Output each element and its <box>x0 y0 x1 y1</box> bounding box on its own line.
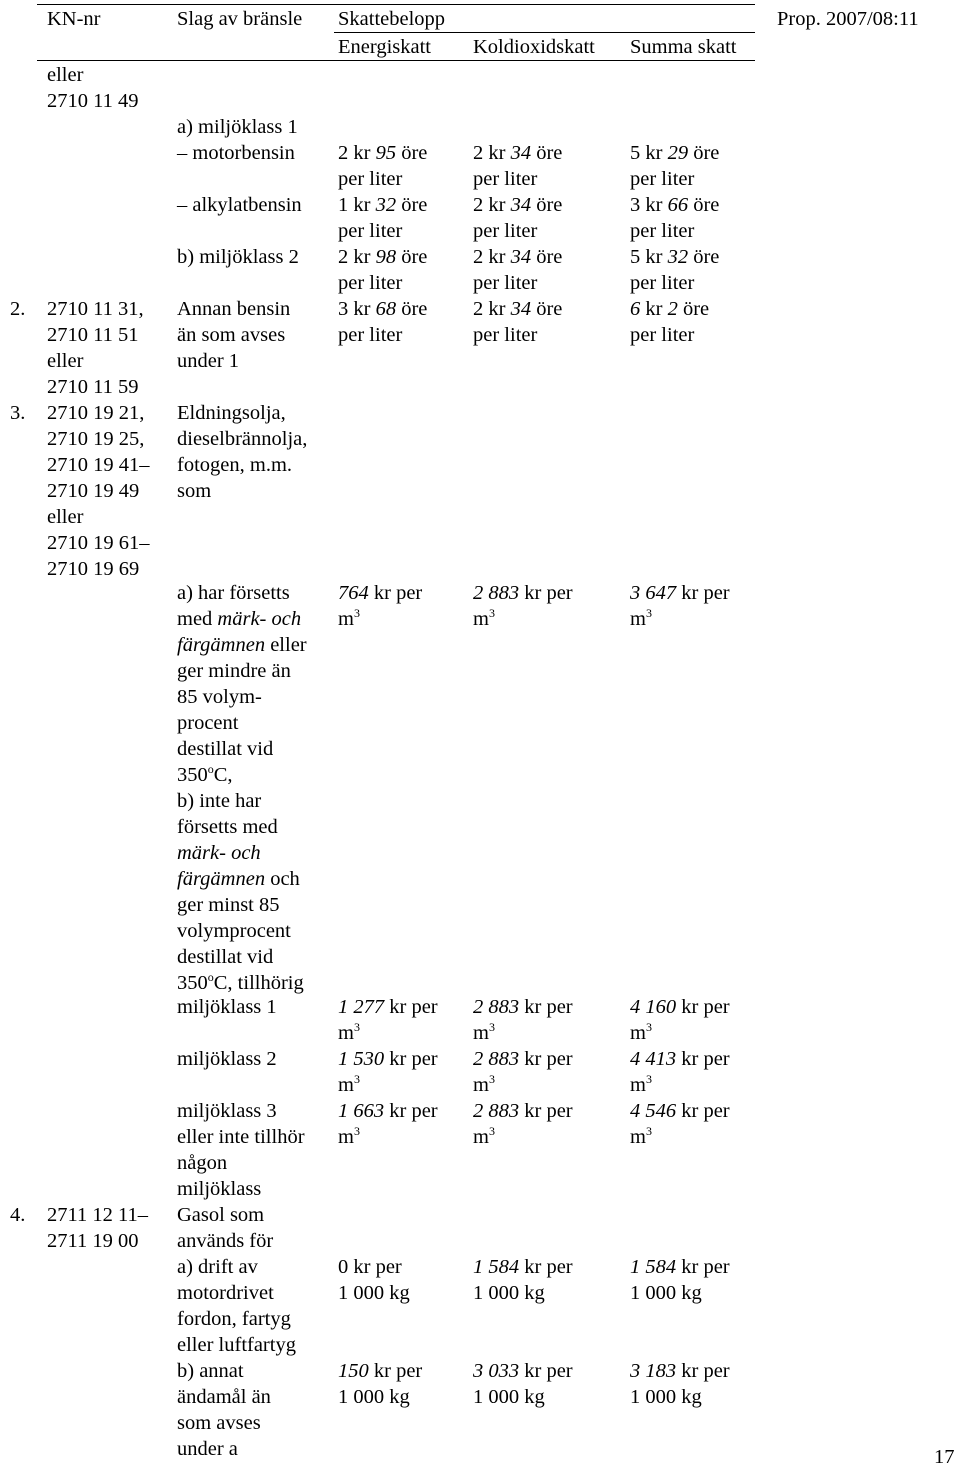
s3-kn-line-6: 2710 19 61– <box>47 532 150 554</box>
s2-kn-line-2: 2710 11 51 <box>47 324 139 346</box>
s3-b-line-2: försetts med <box>177 816 278 838</box>
s3-mk1-summa-unit: $m^3$ <box>630 1020 652 1044</box>
s1-alkylat-energi-unit: per liter <box>338 220 403 242</box>
s4-b-line-1: b) annat <box>177 1360 244 1382</box>
s2-slag-line-3: under 1 <box>177 350 240 372</box>
s3-slag-line-3: fotogen, m.m. <box>177 454 293 476</box>
s1-alkylat-co2: 2 kr 34 öre <box>473 194 563 216</box>
s3-a-line-3: färgämnen eller <box>177 634 307 656</box>
s1-alkylatbensin-label: – alkylatbensin <box>177 194 302 216</box>
s1-kn-line-2: 2710 11 49 <box>47 90 139 112</box>
s2-co2-unit: per liter <box>473 324 538 346</box>
s1-mk2-co2-unit: per liter <box>473 272 538 294</box>
s3-mk3-energi-unit: $m^3$ <box>338 1124 360 1148</box>
page-number: 17 <box>934 1446 955 1468</box>
s3-a-line-8: 350$^o$C, <box>177 762 233 786</box>
s3-mk3-label-1: miljöklass 3 <box>177 1100 277 1122</box>
s3-mk2-co2: 2 883 kr per <box>473 1048 573 1070</box>
s1-mk2-energi: 2 kr 98 öre <box>338 246 428 268</box>
s3-a-co2-unit: $m^3$ <box>473 606 495 630</box>
s3-a-line-5: 85 volym- <box>177 686 262 708</box>
header-summa-skatt: Summa skatt <box>630 36 737 58</box>
s4-a-summa: 1 584 kr per <box>630 1256 730 1278</box>
s1-a-label: a) miljöklass 1 <box>177 116 298 138</box>
s2-summa: 6 kr 2 öre <box>630 298 710 320</box>
s3-number: 3. <box>10 402 26 424</box>
s2-slag-line-2: än som avses <box>177 324 286 346</box>
s4-a-line-4: eller luftfartyg <box>177 1334 296 1356</box>
s3-mk2-co2-unit: $m^3$ <box>473 1072 495 1096</box>
s4-b-co2: 3 033 kr per <box>473 1360 573 1382</box>
s1-alkylat-summa: 3 kr 66 öre <box>630 194 720 216</box>
s4-number: 4. <box>10 1204 26 1226</box>
s1-alkylat-energi: 1 kr 32 öre <box>338 194 428 216</box>
header-rule-mid <box>334 32 755 33</box>
s1-alkylat-co2-unit: per liter <box>473 220 538 242</box>
header-skattebelopp: Skattebelopp <box>338 8 446 30</box>
s3-a-co2: 2 883 kr per <box>473 582 573 604</box>
s1-motorbensin-co2-unit: per liter <box>473 168 538 190</box>
s3-mk1-summa: 4 160 kr per <box>630 996 730 1018</box>
s3-mk1-co2: 2 883 kr per <box>473 996 573 1018</box>
s3-kn-line-7: 2710 19 69 <box>47 558 140 580</box>
s2-slag-line-1: Annan bensin <box>177 298 291 320</box>
s3-mk3-summa: 4 546 kr per <box>630 1100 730 1122</box>
s3-mk3-co2: 2 883 kr per <box>473 1100 573 1122</box>
s4-b-summa: 3 183 kr per <box>630 1360 730 1382</box>
s3-mk3-co2-unit: $m^3$ <box>473 1124 495 1148</box>
s3-mk1-energi-unit: $m^3$ <box>338 1020 360 1044</box>
s1-motorbensin-label: – motorbensin <box>177 142 295 164</box>
s3-b-line-8: 350$^o$C, tillhörig <box>177 970 304 994</box>
s4-b-co2-unit: 1 000 kg <box>473 1386 545 1408</box>
s2-co2: 2 kr 34 öre <box>473 298 563 320</box>
s4-a-line-3: fordon, fartyg <box>177 1308 291 1330</box>
s3-b-line-4: färgämnen och <box>177 868 300 890</box>
s3-b-line-1: b) inte har <box>177 790 262 812</box>
s4-a-line-2: motordrivet <box>177 1282 274 1304</box>
s3-a-summa: 3 647 kr per <box>630 582 730 604</box>
s1-mk2-co2: 2 kr 34 öre <box>473 246 563 268</box>
s4-slag-line-2: används för <box>177 1230 274 1252</box>
s3-mk2-energi: 1 530 kr per <box>338 1048 438 1070</box>
header-rule-bottom <box>37 60 755 61</box>
s3-slag-line-4: som <box>177 480 212 502</box>
s3-kn-line-5: eller <box>47 506 84 528</box>
s1-mk2-summa-unit: per liter <box>630 272 695 294</box>
s4-kn-line-1: 2711 12 11– <box>47 1204 148 1226</box>
s3-mk3-energi: 1 663 kr per <box>338 1100 438 1122</box>
s3-mk3-label-2: eller inte tillhör <box>177 1126 305 1148</box>
s2-kn-line-3: eller <box>47 350 84 372</box>
s3-slag-line-1: Eldningsolja, <box>177 402 286 424</box>
s4-a-energi: 0 kr per <box>338 1256 402 1278</box>
s3-mk3-summa-unit: $m^3$ <box>630 1124 652 1148</box>
s4-a-co2: 1 584 kr per <box>473 1256 573 1278</box>
s3-b-line-7: destillat vid <box>177 946 274 968</box>
s1-kn-line-1: eller <box>47 64 84 86</box>
s4-a-co2-unit: 1 000 kg <box>473 1282 545 1304</box>
s1-mk2-summa: 5 kr 32 öre <box>630 246 720 268</box>
s2-energi-unit: per liter <box>338 324 403 346</box>
s3-slag-line-2: dieselbrännolja, <box>177 428 308 450</box>
s2-energi: 3 kr 68 öre <box>338 298 428 320</box>
s4-b-line-3: som avses <box>177 1412 261 1434</box>
s3-a-line-1: a) har försetts <box>177 582 290 604</box>
header-energiskatt: Energiskatt <box>338 36 431 58</box>
s3-kn-line-2: 2710 19 25, <box>47 428 145 450</box>
s3-mk3-label-3: någon <box>177 1152 228 1174</box>
s4-b-energi: 150 kr per <box>338 1360 423 1382</box>
s3-a-energi-unit: $m^3$ <box>338 606 360 630</box>
s4-a-line-1: a) drift av <box>177 1256 258 1278</box>
s3-a-summa-unit: $m^3$ <box>630 606 652 630</box>
s4-b-energi-unit: 1 000 kg <box>338 1386 410 1408</box>
s3-a-line-7: destillat vid <box>177 738 274 760</box>
s2-number: 2. <box>10 298 26 320</box>
s3-kn-line-4: 2710 19 49 <box>47 480 140 502</box>
s4-b-line-2: ändamål än <box>177 1386 271 1408</box>
s1-motorbensin-energi-unit: per liter <box>338 168 403 190</box>
s3-mk2-summa-unit: $m^3$ <box>630 1072 652 1096</box>
s3-kn-line-1: 2710 19 21, <box>47 402 145 424</box>
s3-mk2-label: miljöklass 2 <box>177 1048 277 1070</box>
s1-motorbensin-summa: 5 kr 29 öre <box>630 142 720 164</box>
header-koldioxidskatt: Koldioxidskatt <box>473 36 595 58</box>
s3-b-line-5: ger minst 85 <box>177 894 280 916</box>
s1-motorbensin-energi: 2 kr 95 öre <box>338 142 428 164</box>
s3-mk2-summa: 4 413 kr per <box>630 1048 730 1070</box>
s1-mk2-energi-unit: per liter <box>338 272 403 294</box>
s4-b-summa-unit: 1 000 kg <box>630 1386 702 1408</box>
s3-b-line-3: märk- och <box>177 842 261 864</box>
s4-kn-line-2: 2711 19 00 <box>47 1230 139 1252</box>
s2-summa-unit: per liter <box>630 324 695 346</box>
s3-mk1-co2-unit: $m^3$ <box>473 1020 495 1044</box>
s1-b-label: b) miljöklass 2 <box>177 246 299 268</box>
s1-alkylat-summa-unit: per liter <box>630 220 695 242</box>
s3-a-line-6: procent <box>177 712 239 734</box>
s4-b-line-4: under a <box>177 1438 238 1460</box>
s3-mk1-label: miljöklass 1 <box>177 996 277 1018</box>
s3-mk2-energi-unit: $m^3$ <box>338 1072 360 1096</box>
s1-motorbensin-co2: 2 kr 34 öre <box>473 142 563 164</box>
s3-b-line-6: volymprocent <box>177 920 291 942</box>
s3-mk1-energi: 1 277 kr per <box>338 996 438 1018</box>
header-slag: Slag av bränsle <box>177 8 303 30</box>
s2-kn-line-1: 2710 11 31, <box>47 298 144 320</box>
s3-a-energi: 764 kr per <box>338 582 423 604</box>
header-prop: Prop. 2007/08:11 <box>777 8 919 30</box>
s3-kn-line-3: 2710 19 41– <box>47 454 150 476</box>
s4-slag-line-1: Gasol som <box>177 1204 265 1226</box>
s3-a-line-4: ger mindre än <box>177 660 291 682</box>
s2-kn-line-4: 2710 11 59 <box>47 376 139 398</box>
s1-motorbensin-summa-unit: per liter <box>630 168 695 190</box>
s4-a-energi-unit: 1 000 kg <box>338 1282 410 1304</box>
header-rule-top <box>37 4 755 5</box>
s3-a-line-2: med märk- och <box>177 608 302 630</box>
s4-a-summa-unit: 1 000 kg <box>630 1282 702 1304</box>
header-kn-nr: KN-nr <box>47 8 101 30</box>
s3-mk3-label-4: miljöklass <box>177 1178 262 1200</box>
